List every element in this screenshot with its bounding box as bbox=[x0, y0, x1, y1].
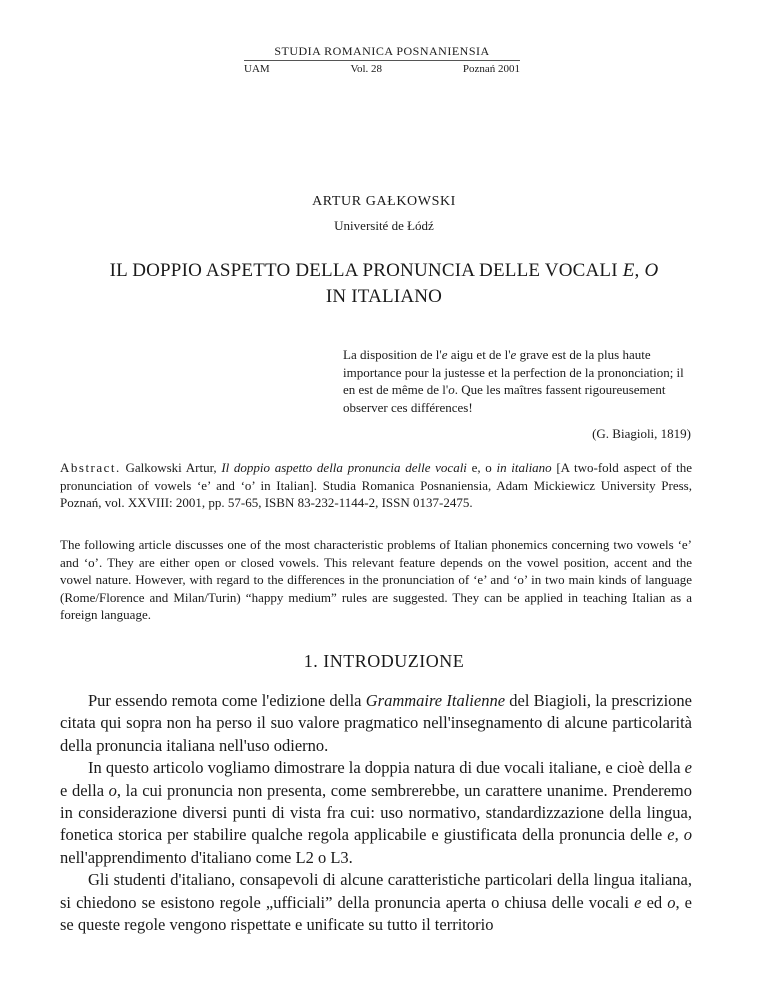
paragraph-3: Gli studenti d'italiano, consapevoli di alcune caratteristiche particolari della lingua italiana, si chiedono se esistono regole „ufficiali” della pronuncia aperta o chiusa delle vocali e ed o, e se queste regole vengono rispettate e unificate su tutto il territorio bbox=[60, 870, 692, 935]
epigraph-source: (G. Biagioli, 1819) bbox=[592, 426, 691, 441]
section-heading: 1. INTRODUZIONE bbox=[303, 651, 465, 671]
journal-name: STUDIA ROMANICA POSNANIENSIA bbox=[244, 44, 520, 61]
place-year: Poznań 2001 bbox=[462, 63, 520, 75]
abstract-label: Abstract. bbox=[60, 460, 121, 475]
title-line-1: IL DOPPIO ASPETTO DELLA PRONUNCIA DELLE VOCALI E, O bbox=[109, 260, 659, 281]
journal-meta bbox=[244, 63, 520, 75]
author-affiliation: Université de Łódź bbox=[334, 218, 434, 233]
title-line-2: IN ITALIANO bbox=[325, 286, 443, 307]
paper-title bbox=[60, 258, 708, 310]
volume: Vol. 28 bbox=[350, 63, 383, 75]
epigraph bbox=[343, 346, 691, 443]
english-summary: The following article discusses one of the most characteristic problems of Italian phonemics concerning two vowels ‘e’ and ‘o’. They are either open or closed vowels. This relevant feature depends on the vowel position, accent and the vowel nature. However, with regard to the differences in the pronunciation of ‘e’ and ‘o’ in two main kinds of language (Rome/Florence and Milan/Turin) “happy medium” rules are suggested. They can be applied in teaching Italian as a foreign language. bbox=[60, 537, 692, 622]
body-text bbox=[60, 690, 692, 936]
journal-header bbox=[244, 44, 520, 75]
publisher: UAM bbox=[244, 63, 270, 75]
author-name: ARTUR GAŁKOWSKI bbox=[312, 194, 456, 209]
epigraph-quote: La disposition de l'e aigu et de l'e grave est de la plus haute importance pour la justesse et la perfection de la prononciation; il en est de même de l'o. Que les maîtres fassent rigoureusement observer ces différences! bbox=[343, 347, 684, 415]
abstract: Abstract. Galkowski Artur, Il doppio aspetto della pronuncia delle vocali e, o in italiano [A two-fold aspect of the pronunciation of vowels ‘e’ and ‘o’ in Italian]. Studia Romanica Posnaniensia, Adam Mickiewicz University Press, Poznań, vol. XXVIII: 2001, pp. 57-65, ISBN 83-232-1144-2, ISSN 0137-2475. bbox=[60, 460, 692, 510]
paragraph-1: Pur essendo remota come l'edizione della Grammaire Italienne del Biagioli, la prescrizione citata qui sopra non ha perso il suo valore pragmatico nell'insegnamento di alcune particolarità della pronuncia italiana nell'uso odierno. bbox=[60, 691, 693, 755]
paragraph-2: In questo articolo vogliamo dimostrare la doppia natura di due vocali italiane, e cioè della e e della o, la cui pronuncia non presenta, come sembrerebbe, un carattere unanime. Prenderemo in considerazione diversi punti di vista fra cui: uso normativo, standardizzazione della lingua, fonetica storica per stabilire qualche regola applicabile e giustificata della pronuncia delle e, o nell'apprendimento d'italiano come L2 o L3. bbox=[60, 758, 693, 867]
